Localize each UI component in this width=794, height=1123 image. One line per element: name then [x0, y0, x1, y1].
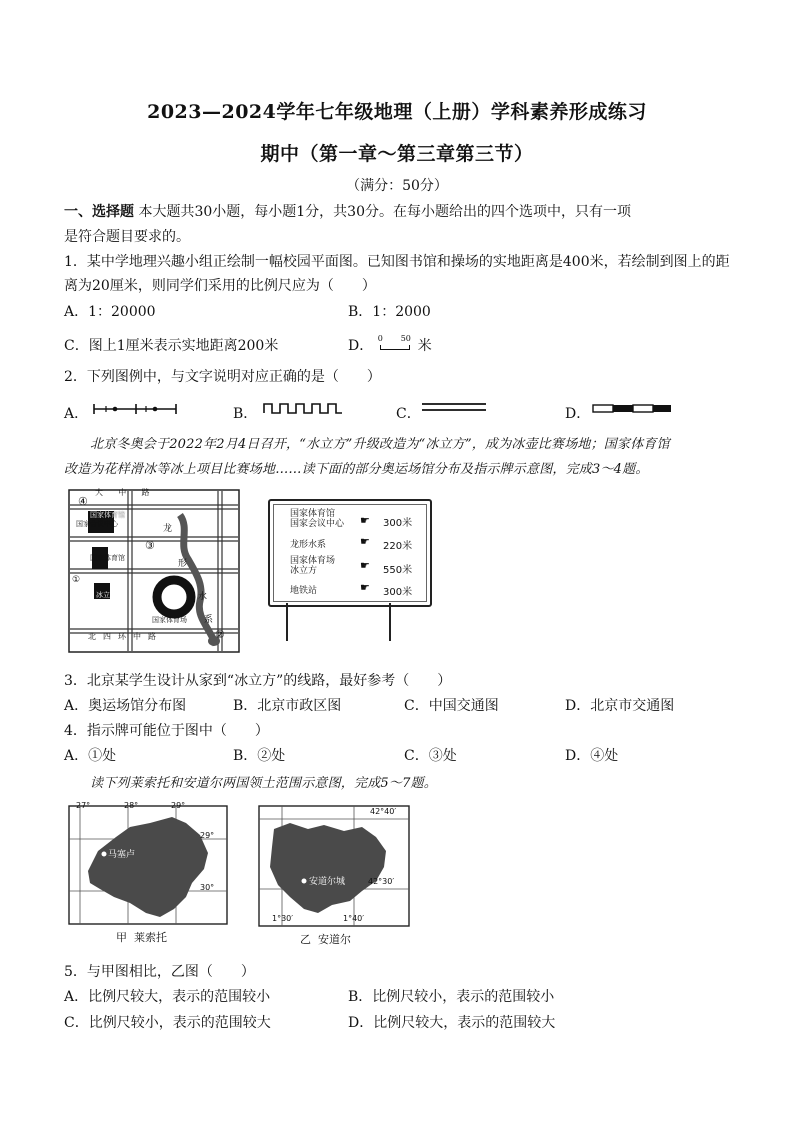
sign-row-3-name: [290, 556, 335, 576]
sign-row-1-name: [290, 509, 344, 529]
capital-label-andorra-la-vella: 安道尔城: [309, 877, 346, 887]
q4-option-a[interactable]: A．①处: [64, 748, 117, 764]
boundary-legend-icon: [592, 401, 674, 417]
lon-label-29: 29°: [171, 801, 186, 810]
q1-option-d-label: D．: [348, 338, 374, 354]
andorra-caption: 乙 安道尔: [300, 933, 351, 946]
lat-label-29: 29°: [200, 831, 215, 840]
q4-option-d[interactable]: D．④处: [565, 748, 619, 764]
lon-label-28: 28°: [124, 801, 139, 810]
railway-legend-icon: [92, 401, 178, 417]
line-scale-icon: [378, 336, 418, 352]
lat-label-30: 30°: [200, 883, 215, 892]
q5-option-a[interactable]: A．比例尺较大，表示的范围较小: [64, 989, 271, 1005]
lon-label-27: 27°: [76, 801, 91, 810]
q1-option-c[interactable]: C．图上1厘米表示实地距离200米: [64, 338, 279, 354]
capital-dot: [302, 879, 307, 884]
arrow-icon: ☛: [360, 514, 370, 527]
sign-text: 冰立方: [290, 566, 318, 576]
q1-option-d[interactable]: [348, 335, 432, 355]
road-label-bottom: [88, 631, 163, 642]
scale-unit: 米: [417, 338, 432, 354]
sign-row-2-dist: 220米: [383, 541, 413, 552]
sign-text: 国家体育场: [290, 556, 336, 566]
sign-row-2-name: 龙形水系: [290, 540, 327, 550]
capital-dot: [102, 852, 107, 857]
passage2: 读下列莱索托和安道尔两国领土范围示意图，完成5～7题。: [90, 776, 437, 791]
passage1-line2: 改造为花样滑冰等冰上项目比赛场地……读下面的部分奥运场馆分布及指示牌示意图，完成3～4题。: [64, 462, 649, 477]
lon-label-1-40: 1°40′: [343, 914, 365, 923]
road-char: 大: [95, 488, 103, 497]
marker-1: ①: [72, 575, 81, 585]
q2-option-c[interactable]: C．: [396, 406, 421, 422]
q1-option-b[interactable]: B．1：2000: [348, 304, 431, 320]
sign-post-left: [286, 603, 288, 641]
section-intro: [64, 201, 631, 221]
lat-label-42-40: 42°40′: [370, 807, 397, 816]
marker-2: ②: [215, 628, 225, 641]
exam-subtitle: 期中（第一章～第三章第三节）: [260, 143, 534, 165]
sign-row-4-dist: 300米: [383, 587, 413, 598]
q5-stem: 5．与甲图相比，乙图（ ）: [64, 964, 255, 980]
road-label-top: [95, 487, 150, 498]
sign-row-3-dist: 550米: [383, 565, 413, 576]
q3-option-c[interactable]: C．中国交通图: [404, 698, 499, 714]
marker-4: ④: [78, 495, 88, 508]
q1-stem-line1: 1．某中学地理兴趣小组正绘制一幅校园平面图。已知图书馆和操场的实地距离是400米，若绘制到图上的距: [64, 254, 730, 270]
q5-option-b[interactable]: B．比例尺较小，表示的范围较小: [348, 989, 555, 1005]
river-label-1: 龙: [163, 524, 173, 534]
q5-option-d[interactable]: D．比例尺较大，表示的范围较大: [348, 1015, 556, 1031]
q2-option-a[interactable]: A．: [64, 406, 89, 422]
arrow-icon: ☛: [360, 559, 370, 572]
sign-row-4-name: 地铁站: [290, 586, 318, 596]
q1-option-a[interactable]: A．1：20000: [64, 304, 156, 320]
q2-option-b[interactable]: B．: [233, 406, 258, 422]
section-desc-2: 是符合题目要求的。: [64, 229, 190, 245]
arrow-icon: ☛: [360, 581, 370, 594]
sign-text: 国家体育馆: [290, 509, 336, 519]
wall-legend-icon: [262, 400, 344, 416]
sign-text: 国家会议中心: [290, 519, 345, 529]
arrow-icon: ☛: [360, 535, 370, 548]
lesotho-caption: 甲 莱索托: [116, 931, 167, 944]
q1-stem-line2: 离为20厘米，则同学们采用的比例尺应为（ ）: [64, 278, 376, 294]
q5-option-c[interactable]: C．比例尺较小，表示的范围较大: [64, 1015, 271, 1031]
river-label-4: 系: [204, 615, 214, 625]
section-head: 一、选择题: [64, 204, 134, 220]
q2-option-d[interactable]: D．: [565, 406, 591, 422]
sign-row-1-dist: 300米: [383, 518, 413, 529]
q4-option-b[interactable]: B．②处: [233, 748, 286, 764]
marker-3: ③: [145, 539, 155, 552]
exam-title: 2023—2024学年七年级地理（上册）学科素养形成练习: [147, 101, 647, 123]
lesotho-map: [68, 805, 228, 925]
stadium-label: 国家体育场: [152, 616, 187, 624]
passage1-line1: 北京冬奥会于2022年2月4日召开，“水立方”升级改造为“冰立方”，成为冰壶比赛场地；国家体育馆: [90, 437, 670, 452]
venue1-top-label: 国家体育馆: [90, 511, 125, 519]
sign-post-right: [389, 603, 391, 641]
road-char: 路: [141, 488, 150, 497]
q2-stem: 2．下列图例中，与文字说明对应正确的是（ ）: [64, 369, 381, 385]
river-label-3: 水: [198, 592, 208, 602]
q3-stem: 3．北京某学生设计从家到“冰立方”的线路，最好参考（ ）: [64, 673, 452, 689]
q3-option-b[interactable]: B．北京市政区图: [233, 698, 342, 714]
q4-option-c[interactable]: C．③处: [404, 748, 457, 764]
q3-option-a[interactable]: A．奥运场馆分布图: [64, 698, 187, 714]
q3-option-d[interactable]: D．北京市交通图: [565, 698, 675, 714]
capital-label-maseru: 马塞卢: [108, 850, 136, 860]
river-label-2: 形: [178, 559, 188, 569]
lat-label-42-30: 42°30′: [368, 877, 395, 886]
scale-zero: 0: [377, 334, 383, 343]
road-char: 北: [88, 632, 103, 641]
road-char: 环: [118, 632, 133, 641]
double-line-legend-icon: [420, 400, 488, 416]
road-char: 中: [133, 632, 148, 641]
full-score: （满分：50分）: [346, 178, 448, 194]
section-desc: 本大题共30小题，每小题1分，共30分。在每小题给出的四个选项中，只有一项: [134, 204, 631, 220]
venue1-label: 国家会议中心: [76, 520, 118, 528]
q4-stem: 4．指示牌可能位于图中（ ）: [64, 723, 269, 739]
scale-fifty: 50: [400, 334, 411, 343]
road-char: 四: [103, 632, 118, 641]
road-char: 路: [148, 632, 163, 641]
road-char: 中: [118, 488, 127, 497]
venue3-label: 冰立方: [96, 591, 117, 599]
venue2-label: 国家体育馆: [90, 554, 125, 562]
andorra-map: [258, 805, 410, 927]
lon-label-1-30: 1°30′: [272, 914, 294, 923]
scale-bar: [380, 345, 410, 350]
